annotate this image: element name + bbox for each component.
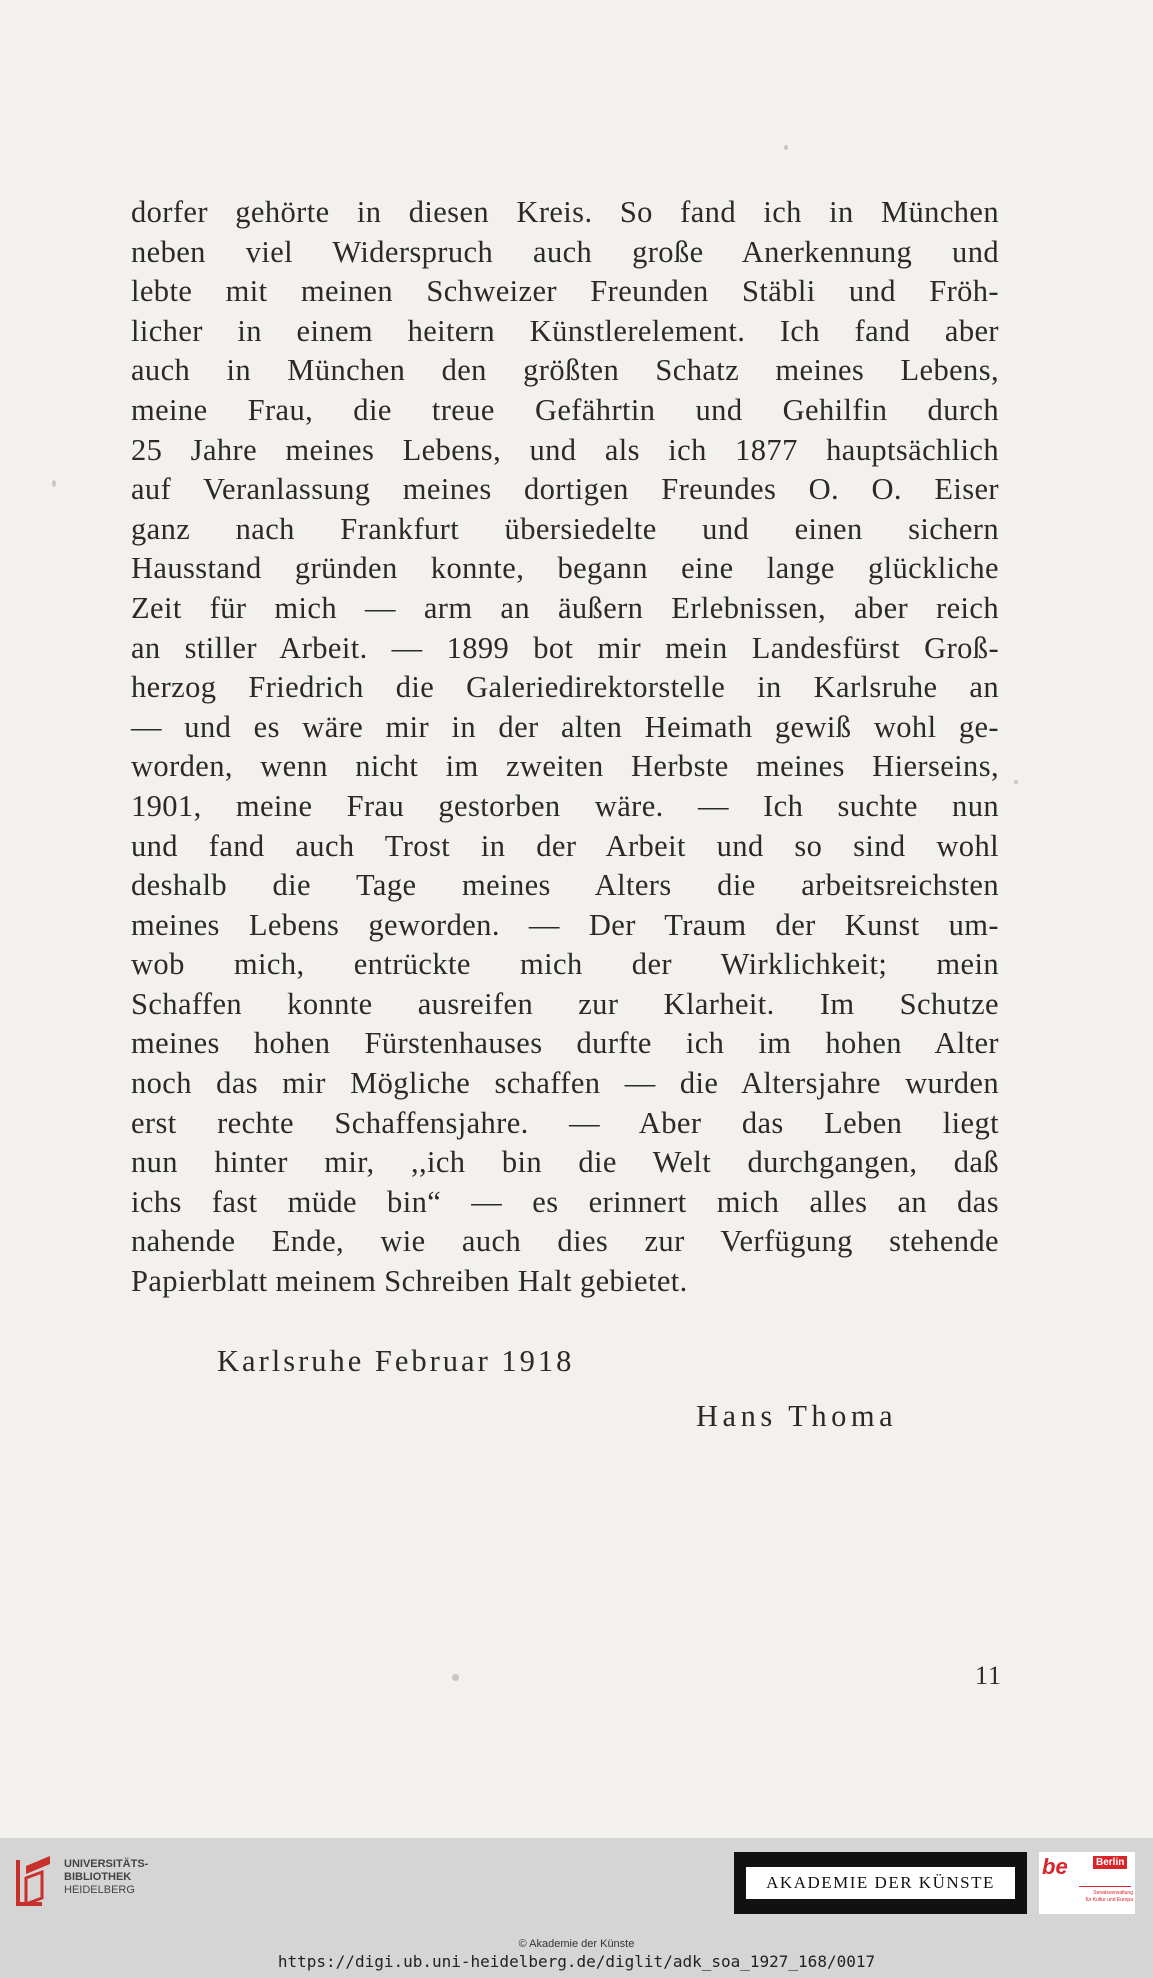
text-line: herzog Friedrich die Galeriedirektorstelle in Karlsruhe an [131, 670, 999, 705]
text-line: noch das mir Mögliche schaffen — die Altersjahre wurden [131, 1066, 999, 1101]
text-line: licher in einem heitern Künstlerelement. Ich fand aber [131, 313, 999, 348]
text-line: dorfer gehörte in diesen Kreis. So fand ich in München [131, 195, 999, 229]
text-line: neben viel Widerspruch auch große Anerkennung und [131, 234, 999, 269]
text-line: auch in München den größten Schatz meines Lebens, [131, 353, 999, 388]
text-line: Papierblatt meinem Schreiben Halt gebietet. [131, 1264, 688, 1299]
body-text [131, 193, 999, 1302]
berlin-logo-subtitle [1075, 1890, 1133, 1904]
ub-line-3: HEIDELBERG [64, 1884, 135, 1896]
text-line: Hausstand gründen konnte, begann eine lange glückliche [131, 551, 999, 586]
paper-speck [784, 145, 788, 150]
akademie-der-kuenste-logo[interactable] [734, 1852, 1027, 1914]
text-line: ichs fast müde bin“ — es erinnert mich alles an das [131, 1184, 999, 1219]
berlin-sub-line-2: für Kultur und Europa [1085, 1897, 1133, 1903]
text-line: — und es wäre mir in der alten Heimath gewiß wohl ge- [131, 709, 999, 744]
text-line: 1901, meine Frau gestorben wäre. — Ich suchte nun [131, 788, 999, 823]
berlin-logo-rule [1079, 1886, 1131, 1887]
text-line: 25 Jahre meines Lebens, und als ich 1877 hauptsächlich [131, 432, 999, 467]
berlin-tag: Berlin [1093, 1856, 1127, 1869]
text-line: meines hohen Fürstenhauses durfte ich im hohen Alter [131, 1026, 999, 1061]
viewer-footer [0, 1838, 1153, 1978]
text-line: nun hinter mir, ,,ich bin die Welt durchgangen, daß [131, 1145, 999, 1180]
text-line: an stiller Arbeit. — 1899 bot mir mein Landesfürst Groß- [131, 630, 999, 665]
paper-speck [52, 480, 56, 487]
text-line: meine Frau, die treue Gefährtin und Gehilfin durch [131, 392, 999, 427]
text-line: lebte mit meinen Schweizer Freunden Stäbli und Fröh- [131, 274, 999, 309]
text-line: auf Veranlassung meines dortigen Freundes O. O. Eiser [131, 472, 999, 507]
text-line: worden, wenn nicht im zweiten Herbste meines Hierseins, [131, 749, 999, 784]
paper-speck [1014, 780, 1018, 784]
be-logo-text: be [1042, 1854, 1068, 1879]
text-line: Zeit für mich — arm an äußern Erlebnissen, aber reich [131, 590, 999, 625]
berlin-sub-line-1: Senatsverwaltung [1093, 1890, 1133, 1896]
text-line: deshalb die Tage meines Alters die arbeitsreichsten [131, 868, 999, 903]
berlin-senate-logo[interactable] [1039, 1852, 1135, 1914]
text-line: meines Lebens geworden. — Der Traum der Kunst um- [131, 907, 999, 942]
university-library-name[interactable] [64, 1858, 148, 1897]
paper-speck [452, 1674, 459, 1681]
text-line: und fand auch Trost in der Arbeit und so sind wohl [131, 828, 999, 863]
signature: Hans Thoma [696, 1399, 898, 1433]
text-line: Schaffen konnte ausreifen zur Klarheit. Im Schutze [131, 986, 999, 1021]
text-line: erst rechte Schaffensjahre. — Aber das Leben liegt [131, 1105, 999, 1140]
university-library-logo-icon[interactable] [12, 1854, 58, 1916]
text-line: wob mich, entrückte mich der Wirklichkeit; mein [131, 947, 999, 982]
page-number: 11 [975, 1661, 1003, 1690]
adk-label: AKADEMIE DER KÜNSTE [746, 1867, 1015, 1899]
text-line: nahende Ende, wie auch dies zur Verfügung stehende [131, 1224, 999, 1259]
copyright-notice: © Akademie der Künste [518, 1938, 635, 1950]
text-line: ganz nach Frankfurt übersiedelte und einen sichern [131, 511, 999, 546]
permalink-url[interactable]: https://digi.ub.uni-heidelberg.de/diglit/adk_soa_1927_168/0017 [277, 1952, 876, 1971]
ub-line-2: BIBLIOTHEK [64, 1871, 132, 1883]
ub-line-1: UNIVERSITÄTS- [64, 1858, 149, 1870]
place-date: Karlsruhe Februar 1918 [217, 1344, 575, 1378]
